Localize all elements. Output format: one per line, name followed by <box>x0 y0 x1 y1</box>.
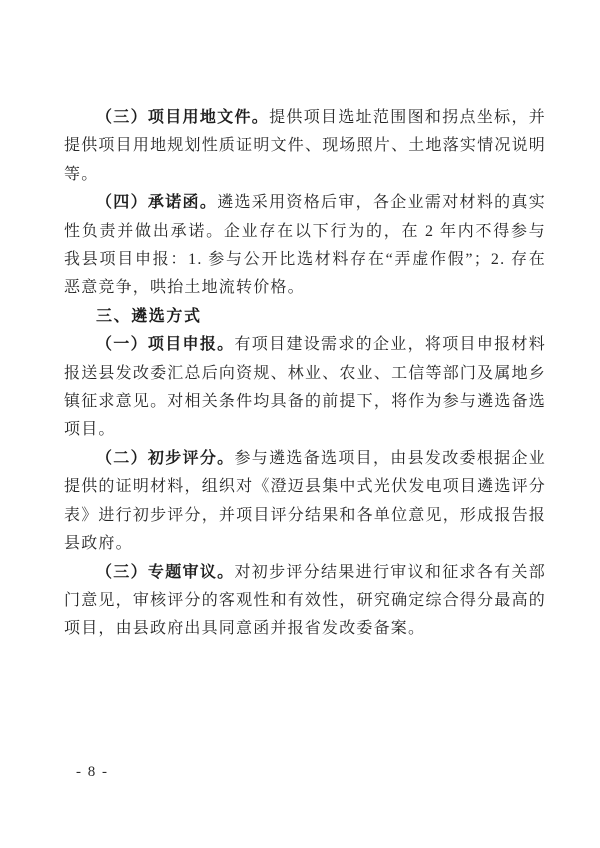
paragraph-body-text: 提供项目选址范围图和拐点坐标，并提供项目用地规划性质证明文件、现场照片、土地落实情况说明等。 <box>64 109 546 183</box>
page-number: - 8 - <box>76 764 109 780</box>
paragraph-project-application <box>64 331 546 445</box>
paragraph-body-text: 参与遴选备选项目，由县发改委根据企业提供的证明材料，组织对《澄迈县集中式光伏发电项目遴选评分表》进行初步评分，并项目评分结果和各单位意见，形成报告报县政府。 <box>64 449 546 553</box>
paragraph-commitment-letter <box>64 189 546 303</box>
paragraph-body-text: 有项目建设需求的企业，将项目申报材料报送县发改委汇总后向资规、林业、农业、工信等部门及属地乡镇征求意见。对相关条件均具备的前提下，将作为参与遴选备选项目。 <box>64 336 546 439</box>
paragraph-lead-label: （四）承诺函。 <box>96 194 218 212</box>
paragraph-lead-label: （一）项目申报。 <box>96 336 235 354</box>
paragraph-body-text: 遴选采用资格后审，各企业需对材料的真实性负责并做出承诺。企业存在以下行为的，在 2 年内不得参与我县项目申报：1. 参与公开比选材料存在“弄虚作假”；2. 存在恶意竞争，哄抬土地流转价格。 <box>64 194 546 297</box>
paragraph-body-text: 对初步评分结果进行审议和征求各有关部门意见，审核评分的客观性和有效性，研究确定综合得分最高的项目，由县政府出具同意函并报省发改委备案。 <box>64 563 546 638</box>
document-body <box>64 104 546 644</box>
paragraph-preliminary-scoring <box>64 445 546 559</box>
paragraph-land-documents <box>64 104 546 189</box>
paragraph-special-review <box>64 559 546 644</box>
paragraph-lead-label: （三）专题审议。 <box>96 563 235 581</box>
paragraph-lead-label: （二）初步评分。 <box>96 449 235 467</box>
paragraph-lead-label: （三）项目用地文件。 <box>96 109 270 126</box>
section-heading-selection-method: 三、遴选方式 <box>96 307 202 325</box>
